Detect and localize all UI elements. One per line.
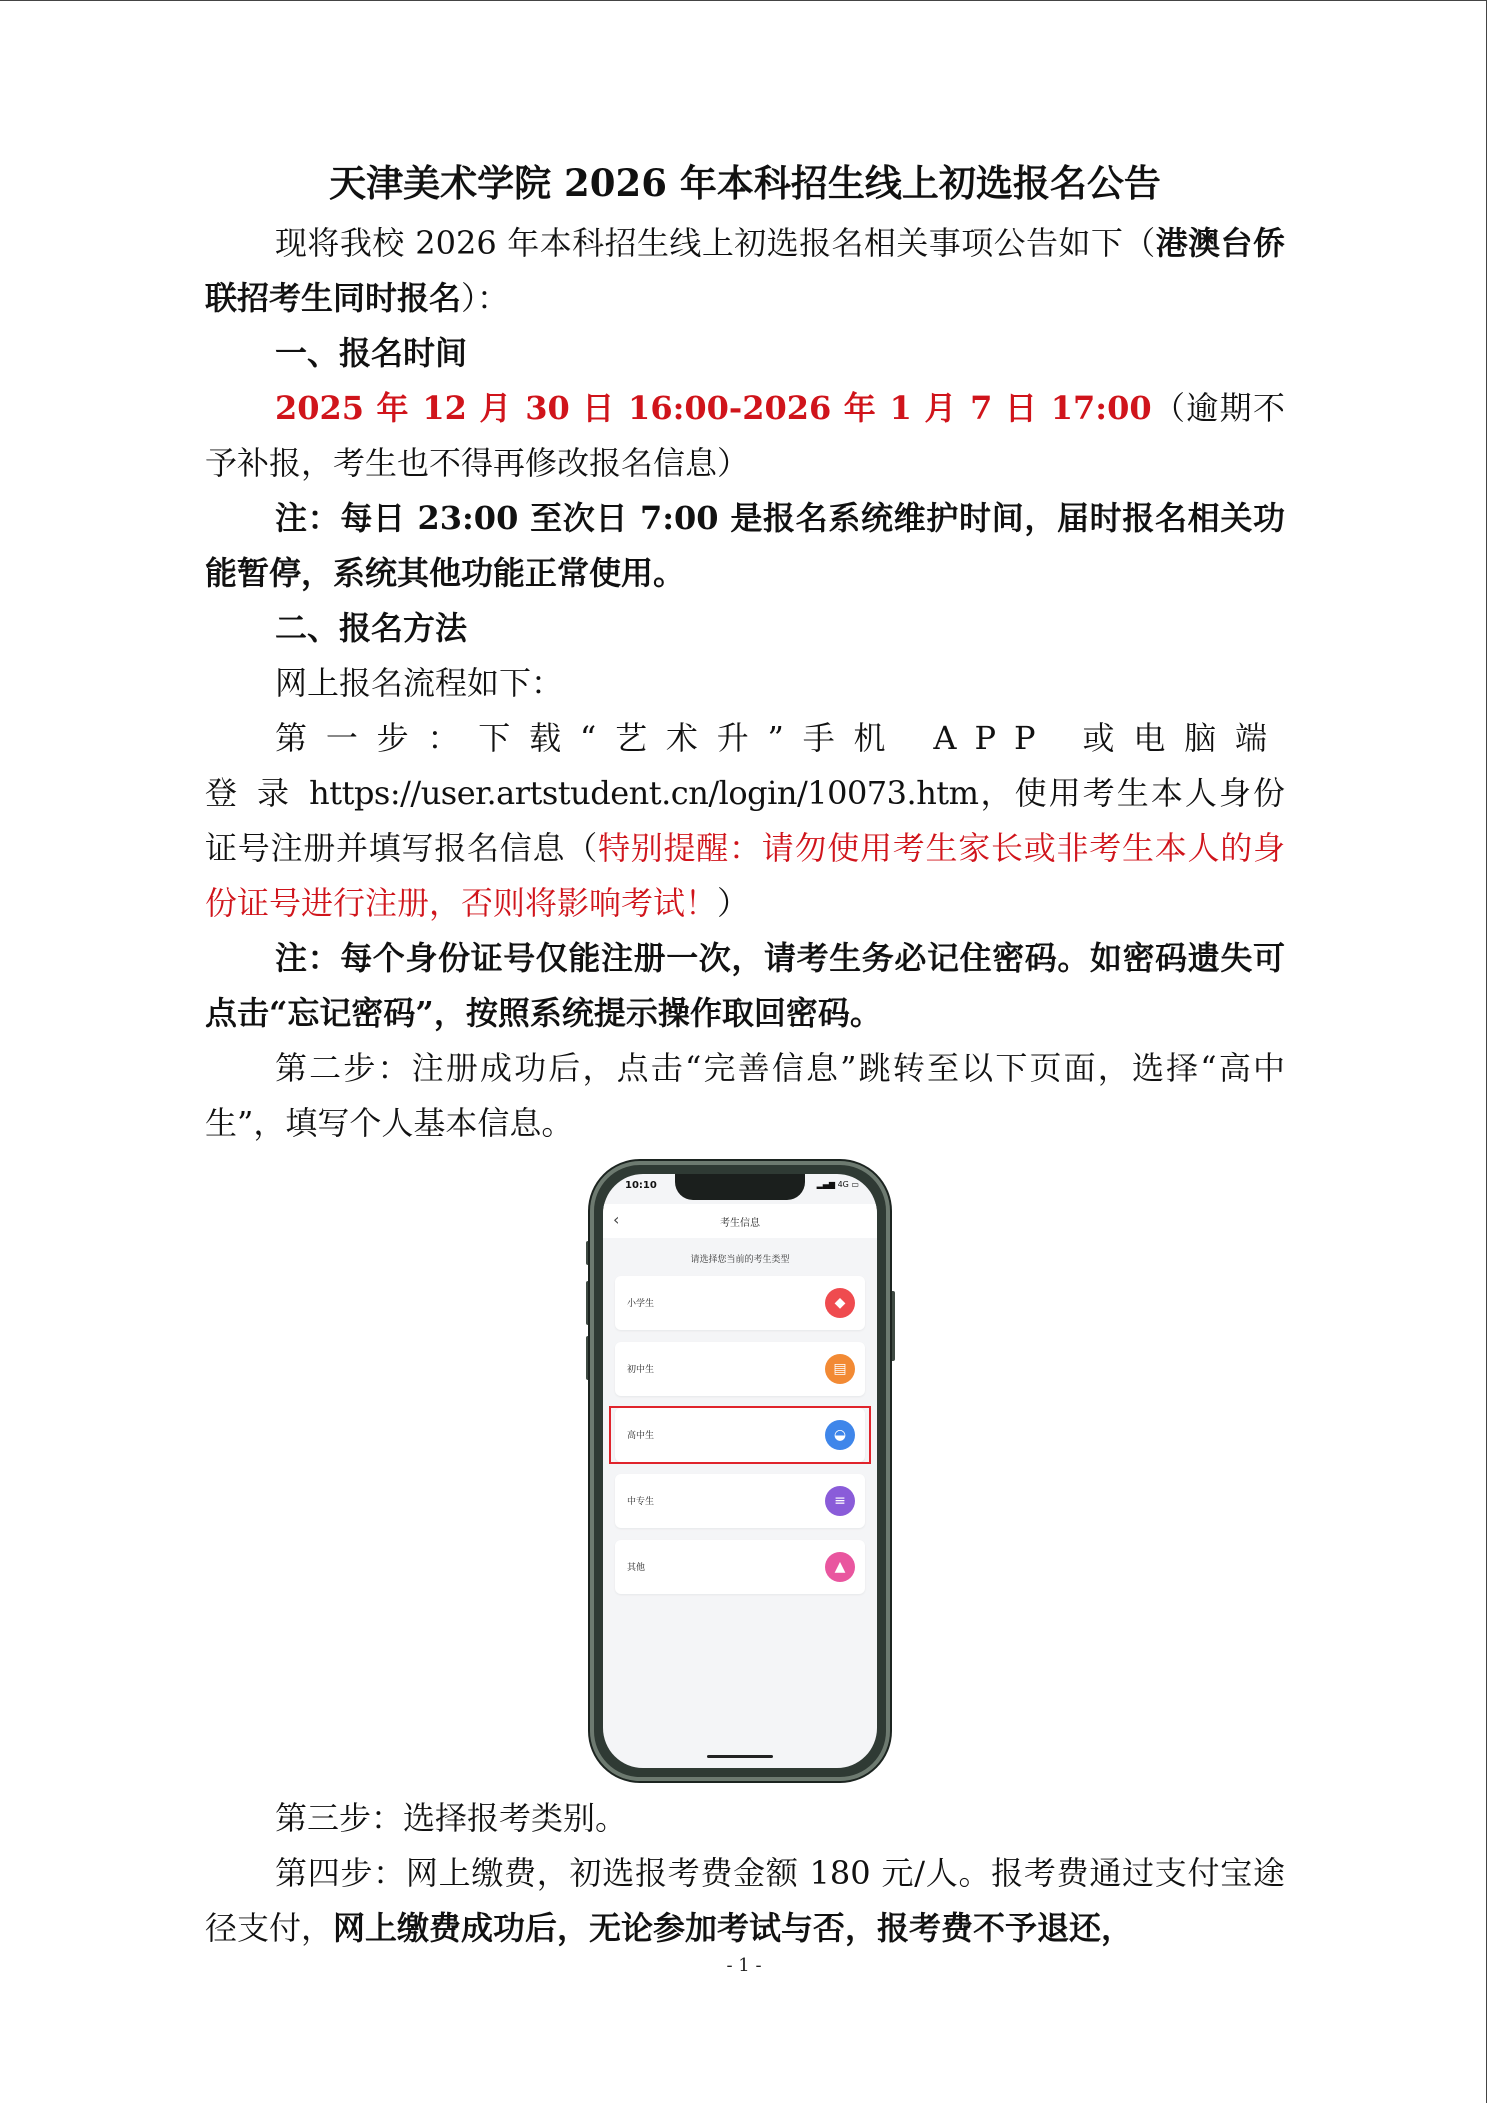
- book-icon: ▤: [825, 1354, 855, 1384]
- network-type: 4G: [837, 1180, 849, 1189]
- backpack-icon: ◆: [825, 1288, 855, 1318]
- chevron-left-icon[interactable]: ‹: [613, 1210, 620, 1229]
- document-title: 天津美术学院 2026 年本科招生线上初选报名公告: [329, 161, 1161, 205]
- refund-policy-text: 网上缴费成功后，无论参加考试与否，报考费不予退还，: [333, 1909, 1134, 1947]
- phone-notch: [675, 1174, 805, 1200]
- option-label: 其他: [627, 1563, 646, 1573]
- school-bag-icon: ◒: [825, 1420, 855, 1450]
- step-four-text: 第四步：网上缴费，初选报考费金额 180 元/人。报考费通过支付宝途径支付，: [205, 1854, 1285, 1947]
- registration-time: 2025 年 12 月 30 日 16:00-2026 年 1 月 7 日 17:00: [275, 389, 1152, 427]
- step-four-paragraph: [205, 1846, 1285, 1956]
- option-primary-school[interactable]: [615, 1276, 865, 1330]
- phone-body: [590, 1161, 890, 1781]
- step-one-paragraph: [205, 711, 1285, 931]
- selection-highlight-box: [609, 1406, 871, 1464]
- step-one-text-cont: ，使用考生本人身份证号注册并填写报名信息（: [205, 774, 1285, 867]
- password-note: 注：每个身份证号仅能注册一次，请考生务必记住密码。如密码遗失可点击“忘记密码”，按照系统提示操作取回密码。: [205, 939, 1285, 1032]
- status-time: 10:10: [625, 1180, 657, 1191]
- intro-paragraph: [205, 216, 1285, 326]
- page-number: - 1 -: [726, 1955, 762, 1976]
- intro-close-text: ）：: [461, 279, 510, 317]
- login-url-link[interactable]: https://user.artstudent.cn/login/10073.htm: [309, 774, 979, 812]
- option-label: 小学生: [627, 1299, 655, 1309]
- option-other[interactable]: [615, 1540, 865, 1594]
- step-one-close: ）: [717, 884, 750, 922]
- flow-intro: 网上报名流程如下：: [275, 664, 564, 702]
- step-one-text: 第一步：下载“艺术升”手机 APP 或电脑端登录: [205, 719, 1285, 812]
- section-heading-method: 二、报名方法: [275, 609, 468, 647]
- graduation-cap-icon: ▲: [825, 1552, 855, 1582]
- nav-title: 考生信息: [720, 1218, 760, 1229]
- home-indicator[interactable]: [707, 1755, 773, 1758]
- option-junior-high[interactable]: [615, 1342, 865, 1396]
- special-warning: 特别提醒：请勿使用考生家长或非考生本人的身份证号进行注册，否则将影响考试！: [205, 829, 1285, 922]
- option-label: 初中生: [627, 1365, 655, 1375]
- registration-time-paragraph: [205, 381, 1285, 491]
- step-two-paragraph: 第二步：注册成功后，点击“完善信息”跳转至以下页面，选择“高中生”，填写个人基本信息。: [205, 1049, 1285, 1142]
- signal-icon: ▂▄▆ 4G ▭: [816, 1180, 859, 1189]
- books-stack-icon: ≡: [825, 1486, 855, 1516]
- option-label: 高中生: [627, 1431, 655, 1441]
- phone-screenshot: [205, 1161, 1285, 1791]
- intro-bold-text: 港澳台侨联招考生同时报名: [205, 224, 1285, 317]
- student-type-prompt: 请选择您当前的考生类型: [690, 1255, 790, 1265]
- app-navbar: [603, 1204, 877, 1238]
- intro-text: 现将我校 2026 年本科招生线上初选报名相关事项公告如下（: [275, 224, 1156, 262]
- phone-screen: [603, 1174, 877, 1768]
- registration-time-note: （逾期不予补报，考生也不得再修改报名信息）: [205, 389, 1285, 482]
- option-label: 中专生: [627, 1497, 655, 1507]
- option-senior-high[interactable]: [615, 1408, 865, 1462]
- section-heading-time: 一、报名时间: [275, 334, 468, 372]
- step-three-paragraph: 第三步：选择报考类别。: [275, 1799, 628, 1837]
- maintenance-note: 注：每日 23:00 至次日 7:00 是报名系统维护时间，届时报名相关功能暂停，系统其他功能正常使用。: [205, 499, 1285, 592]
- phone-power-button: [890, 1291, 895, 1361]
- document-page: [205, 150, 1285, 1956]
- option-vocational[interactable]: [615, 1474, 865, 1528]
